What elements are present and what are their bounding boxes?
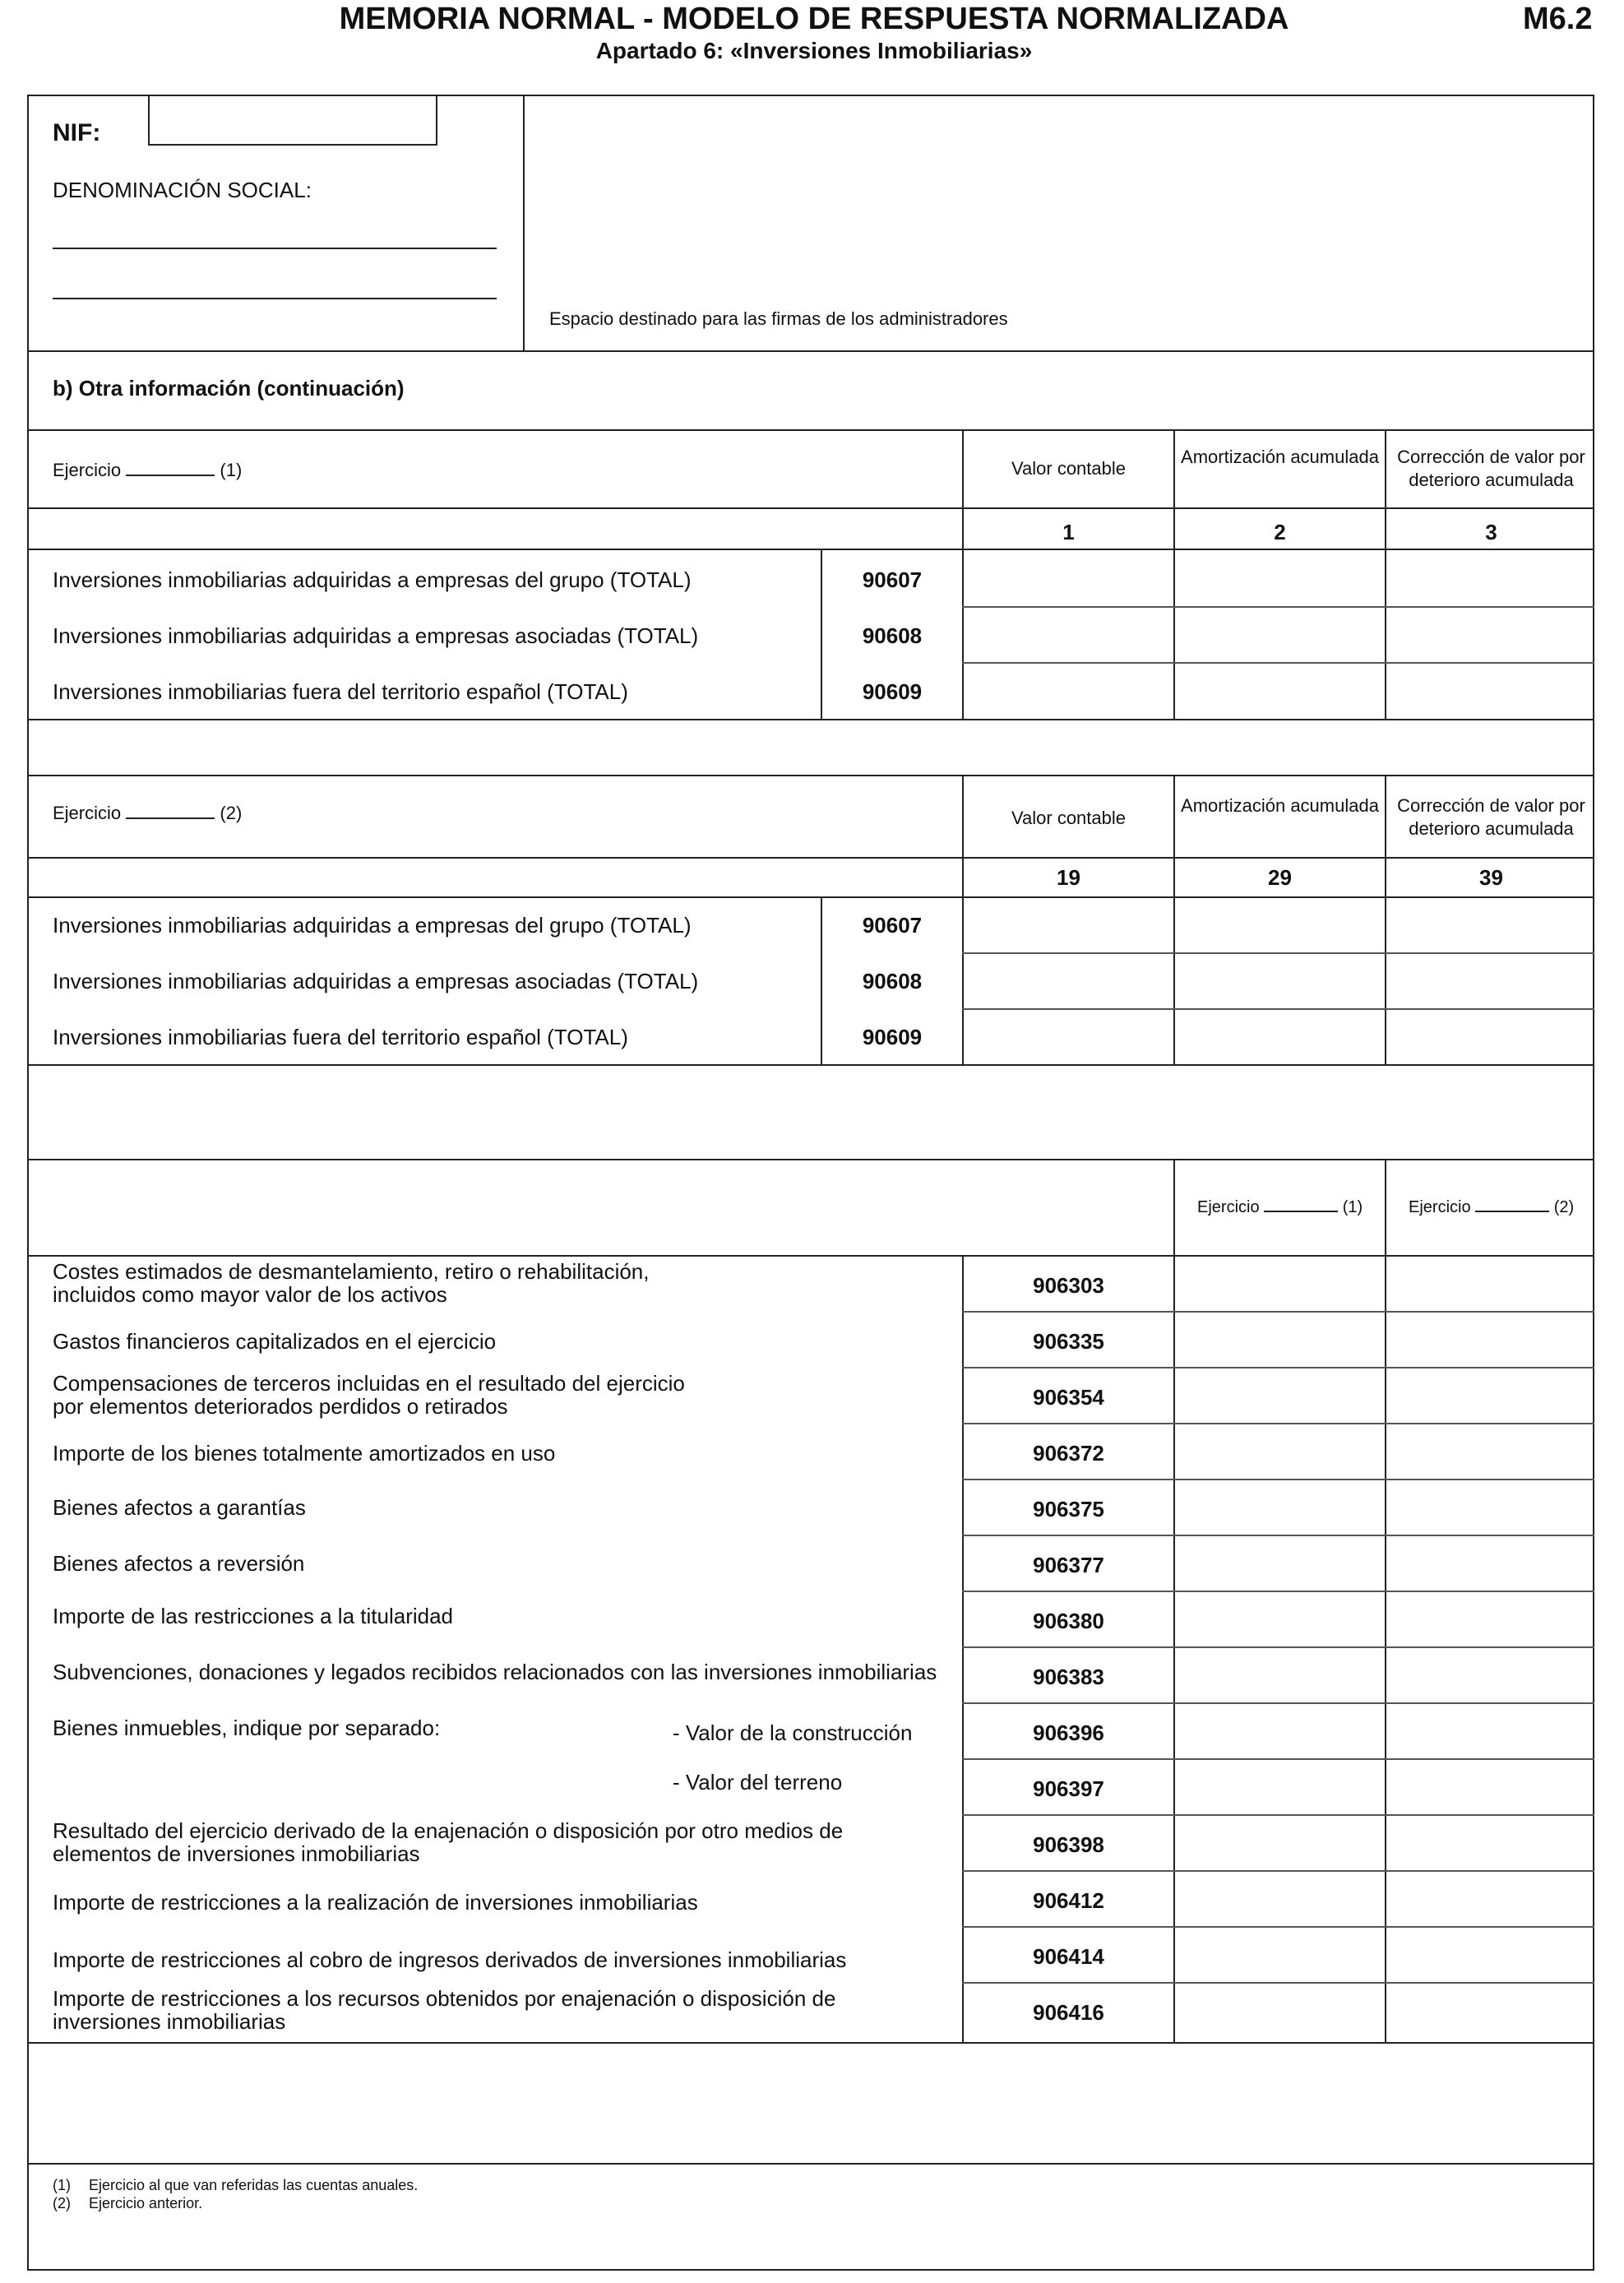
divider <box>27 2163 1594 2165</box>
divider <box>27 429 1594 431</box>
row-line2: incluidos como mayor valor de los activos <box>53 1282 447 1307</box>
table2-col-valor: Valor contable <box>1011 808 1126 828</box>
divider <box>962 1926 1594 1928</box>
footnote-1 <box>53 2177 418 2194</box>
section-b-title: b) Otra información (continuación) <box>53 376 405 401</box>
footnote-num: (2) <box>53 2195 71 2211</box>
table3-row-sub: - Valor del terreno <box>673 1770 843 1794</box>
row-line2: elementos de inversiones inmobiliarias <box>53 1841 420 1866</box>
table2-row-code: 90607 <box>862 913 923 938</box>
ejercicio-label: Ejercicio <box>53 460 122 480</box>
ejercicio-label: Ejercicio <box>1409 1198 1471 1216</box>
divider <box>962 1870 1594 1872</box>
divider <box>962 1982 1594 1984</box>
table3-row-code: 906354 <box>1033 1385 1104 1410</box>
divider <box>1173 1159 1175 2042</box>
table2-row-label: Inversiones inmobiliarias adquiridas a empresas del grupo (TOTAL) <box>53 913 692 938</box>
table3-col2-ejercicio <box>1409 1198 1574 1217</box>
row-line2: por elementos deteriorados perdidos o retirados <box>53 1394 508 1419</box>
divider <box>962 1758 1594 1760</box>
divider <box>962 1702 1594 1704</box>
form-subtitle: Apartado 6: «Inversiones Inmobiliarias» <box>595 38 1033 63</box>
divider <box>27 1255 1594 1257</box>
divider <box>27 507 1594 509</box>
denominacion-line-2[interactable] <box>53 298 497 299</box>
divider <box>1173 429 1175 719</box>
table2-colnum-3: 39 <box>1479 865 1503 890</box>
table1-colnum-1: 1 <box>1062 520 1075 544</box>
ejercicio-blank[interactable] <box>1264 1211 1338 1212</box>
divider <box>1385 1159 1386 2042</box>
table1-row-code: 90607 <box>862 567 923 592</box>
divider <box>962 775 964 1064</box>
divider <box>962 1311 1594 1313</box>
divider <box>27 857 1594 859</box>
table2-colnum-1: 19 <box>1057 865 1080 890</box>
table3-row-label <box>53 1372 685 1418</box>
table2-row-code: 90608 <box>862 969 923 993</box>
footnote-num: (1) <box>53 2177 71 2193</box>
divider <box>27 896 1594 898</box>
divider <box>27 549 1594 550</box>
table1-colnum-3: 3 <box>1485 520 1497 544</box>
divider <box>27 1159 1594 1160</box>
divider <box>962 1591 1594 1592</box>
table1-row-label: Inversiones inmobiliarias fuera del territorio español (TOTAL) <box>53 679 628 704</box>
table3-row-label: Subvenciones, donaciones y legados recibidos relacionados con las inversiones inmobiliarias <box>53 1660 937 1684</box>
table2-col-correccion: Corrección de valor por deterioro acumulada <box>1397 795 1585 839</box>
table3-row-code: 906416 <box>1033 2000 1104 2025</box>
denominacion-label: DENOMINACIÓN SOCIAL: <box>53 178 312 202</box>
table2-row-code: 90609 <box>862 1025 923 1049</box>
table3-row-label: Gastos financieros capitalizados en el ejercicio <box>53 1329 497 1354</box>
table2-row-label: Inversiones inmobiliarias adquiridas a empresas asociadas (TOTAL) <box>53 969 699 993</box>
table3-row-code: 906377 <box>1033 1553 1104 1577</box>
divider <box>962 1367 1594 1368</box>
table3-row-code: 906414 <box>1033 1944 1104 1969</box>
firmas-area[interactable] <box>525 96 1593 350</box>
divider <box>962 1423 1594 1424</box>
divider <box>1173 775 1175 1064</box>
table1-colnum-2: 2 <box>1274 520 1286 544</box>
table3-row-code: 906380 <box>1033 1609 1104 1633</box>
divider <box>962 1008 1594 1010</box>
table1-row-code: 90609 <box>862 679 923 704</box>
denominacion-line-1[interactable] <box>53 248 497 249</box>
ejercicio-ref: (2) <box>220 803 243 823</box>
ejercicio-ref: (1) <box>220 460 243 480</box>
divider <box>27 2042 1594 2044</box>
table1-col-correccion: Corrección de valor por deterioro acumulada <box>1397 447 1585 490</box>
table3-row-sub: - Valor de la construcción <box>673 1720 913 1745</box>
ejercicio-blank[interactable] <box>126 475 215 476</box>
divider <box>962 1535 1594 1536</box>
table3-row-label: Bienes afectos a reversión <box>53 1551 305 1576</box>
row-line1: Importe de restricciones a los recursos obtenidos por enajenación o disposición de <box>53 1986 836 2011</box>
table3-row-label: Importe de los bienes totalmente amortizados en uso <box>53 1441 556 1466</box>
ejercicio-ref: (2) <box>1553 1198 1575 1216</box>
table3-row-code: 906375 <box>1033 1497 1104 1521</box>
table1-col-valor: Valor contable <box>1011 458 1126 479</box>
ejercicio-blank[interactable] <box>126 817 215 819</box>
table3-row-code: 906397 <box>1033 1776 1104 1801</box>
table3-row-code: 906412 <box>1033 1888 1104 1913</box>
ejercicio-label: Ejercicio <box>1197 1198 1260 1216</box>
divider <box>962 1255 964 2042</box>
table3-row-label <box>53 1819 843 1865</box>
divider <box>962 1814 1594 1816</box>
divider <box>962 1479 1594 1480</box>
divider <box>1385 429 1386 719</box>
table3-row-label: Bienes afectos a garantías <box>53 1495 306 1520</box>
table3-row-code: 906335 <box>1033 1329 1104 1354</box>
table2-colnum-2: 29 <box>1268 865 1292 890</box>
table1-ejercicio <box>53 460 242 481</box>
form-code: M6.2 <box>1523 2 1593 36</box>
table1-row-label: Inversiones inmobiliarias adquiridas a empresas asociadas (TOTAL) <box>53 623 699 648</box>
table3-row-label: Bienes inmuebles, indique por separado: <box>53 1716 441 1740</box>
table2-ejercicio <box>53 803 242 824</box>
table1-row-label: Inversiones inmobiliarias adquiridas a empresas del grupo (TOTAL) <box>53 567 692 592</box>
table3-row-code: 906396 <box>1033 1720 1104 1745</box>
row-line2: inversiones inmobiliarias <box>53 2009 286 2034</box>
divider <box>962 662 1594 664</box>
divider <box>962 429 964 719</box>
table1-row-code: 90608 <box>862 623 923 648</box>
divider <box>27 1064 1594 1066</box>
row-line1: Costes estimados de desmantelamiento, retiro o rehabilitación, <box>53 1259 650 1284</box>
table3-col1-ejercicio <box>1197 1198 1363 1217</box>
firmas-label: Espacio destinado para las firmas de los administradores <box>549 308 1008 329</box>
table3-row-code: 906303 <box>1033 1273 1104 1298</box>
table2-row-label: Inversiones inmobiliarias fuera del territorio español (TOTAL) <box>53 1025 628 1049</box>
divider <box>962 1646 1594 1648</box>
table3-row-label <box>53 1260 650 1306</box>
form-title: MEMORIA NORMAL - MODELO DE RESPUESTA NORMALIZADA <box>339 2 1289 36</box>
divider <box>27 719 1594 720</box>
divider <box>1385 775 1386 1064</box>
table3-row-label: Importe de restricciones a la realización de inversiones inmobiliarias <box>53 1890 698 1915</box>
row-line1: Compensaciones de terceros incluidas en el resultado del ejercicio <box>53 1371 685 1396</box>
ejercicio-blank[interactable] <box>1475 1211 1549 1212</box>
nif-field[interactable] <box>148 95 437 146</box>
footnote-text: Ejercicio al que van referidas las cuentas anuales. <box>89 2177 419 2193</box>
divider <box>27 775 1594 776</box>
form-frame <box>27 95 1594 2271</box>
ejercicio-label: Ejercicio <box>53 803 122 823</box>
table1-col-amort: Amortización acumulada <box>1181 447 1379 467</box>
table3-row-label <box>53 1987 835 2033</box>
table3-row-label: Importe de las restricciones a la titularidad <box>53 1604 454 1628</box>
nif-label: NIF: <box>53 119 101 146</box>
divider <box>962 606 1594 608</box>
ejercicio-ref: (1) <box>1342 1198 1363 1216</box>
row-line1: Resultado del ejercicio derivado de la enajenación o disposición por otro medios de <box>53 1818 844 1843</box>
table3-row-code: 906383 <box>1033 1665 1104 1689</box>
divider <box>27 350 1594 352</box>
table2-col-amort: Amortización acumulada <box>1181 795 1379 816</box>
divider <box>962 952 1594 954</box>
table3-row-label: Importe de restricciones al cobro de ingresos derivados de inversiones inmobiliarias <box>53 1947 847 1972</box>
footnote-2 <box>53 2195 202 2212</box>
table3-row-code: 906398 <box>1033 1832 1104 1857</box>
footnote-text: Ejercicio anterior. <box>89 2195 203 2211</box>
table3-row-code: 906372 <box>1033 1441 1104 1466</box>
